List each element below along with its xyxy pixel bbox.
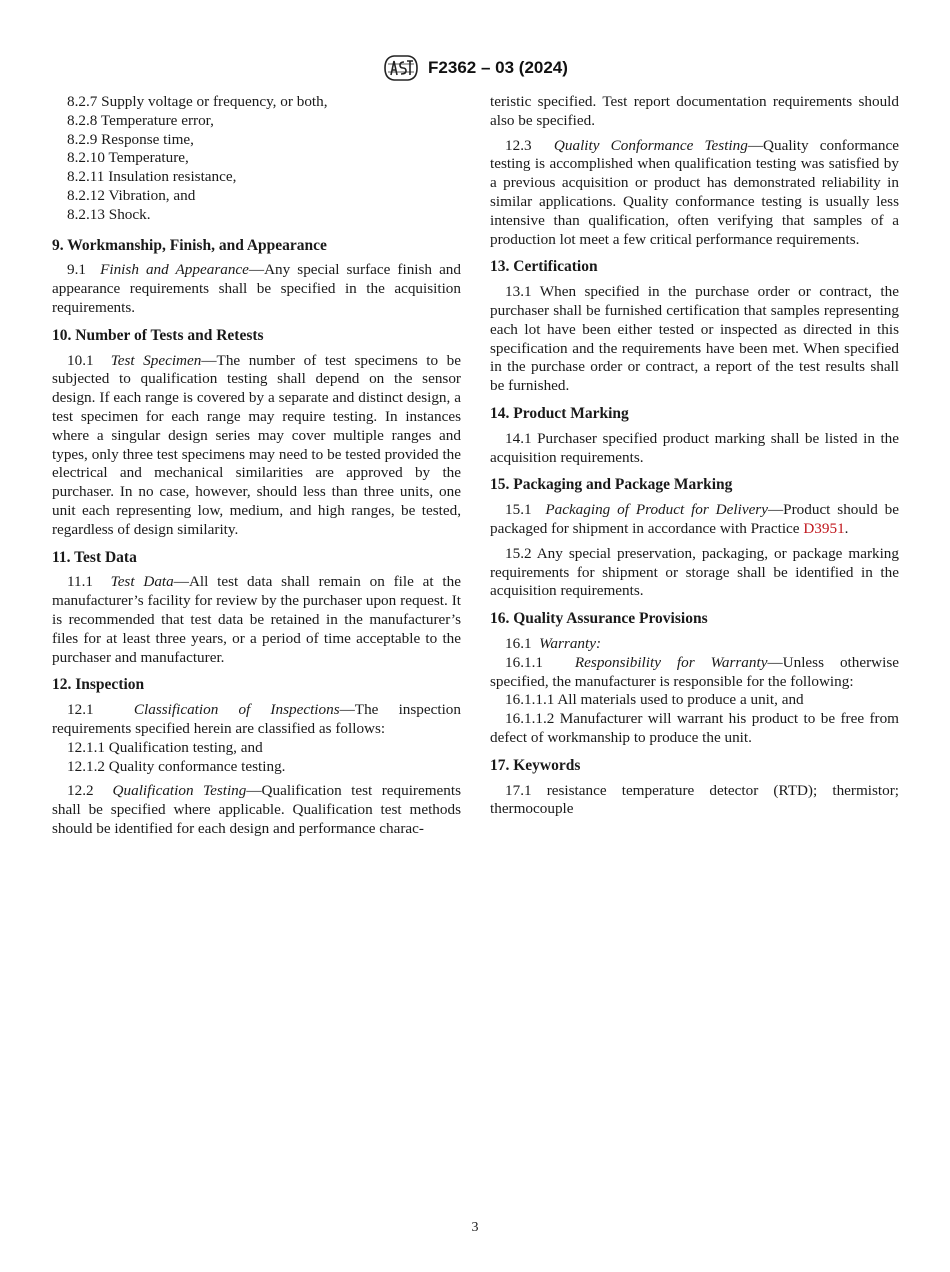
list-item: 8.2.7 Supply voltage or frequency, or both, bbox=[67, 93, 328, 110]
section-heading: 11. Test Data bbox=[52, 548, 137, 566]
list-item: 12.1.1 Qualification testing, and bbox=[67, 738, 263, 756]
paragraph-10-1: 10.1 Test Specimen—The number of test specimens to be subjected to qualification testing shall depend on the sensor design. If each range is covered by a separate and distinct design, a test specimen for each range may require testing. In instances where a singular design series may cover multiple ranges and types, only three test specimens may need to be tested provided the electrical and mechanical similarities are approved by the purchaser. In no case, however, should less than three units, one unit each representing low, medium, and high ranges, be tested, regardless of design similarity. bbox=[52, 351, 461, 538]
document-id: F2362 – 03 (2024) bbox=[428, 58, 568, 77]
paragraph-12-2: 12.2 Qualification Testing—Qualification test requirements shall be specified where applicable. Qualification test methods should be identified for each design and performance charac- bbox=[52, 782, 462, 837]
page-header bbox=[0, 52, 950, 84]
right-column bbox=[490, 93, 899, 819]
paragraph-16-1-1-1: 16.1.1.1 All materials used to produce a unit, and bbox=[505, 691, 804, 709]
section-heading: 16. Quality Assurance Provisions bbox=[490, 610, 708, 628]
paragraph-continuation: teristic specified. Test report documentation requirements should also be specified. bbox=[490, 93, 899, 129]
list-item: 8.2.11 Insulation resistance, bbox=[67, 168, 237, 186]
reference-link-d3951[interactable]: D3951 bbox=[803, 519, 845, 537]
list-item: 8.2.9 Response time, bbox=[67, 130, 194, 148]
paragraph-15-2: 15.2 Any special preservation, packaging, or package marking requirements for shipment or storage shall be identified in the acquisition requirements. bbox=[490, 544, 899, 600]
list-item: 8.2.12 Vibration, and bbox=[67, 186, 196, 204]
list-item: 8.2.10 Temperature, bbox=[67, 149, 189, 167]
page-number: 3 bbox=[471, 1220, 479, 1235]
section-heading: 12. Inspection bbox=[52, 676, 145, 694]
section-heading: 17. Keywords bbox=[490, 756, 581, 774]
paragraph-15-1: 15.1 Packaging of Product for Delivery—Product should be packaged for shipment in accordance with Practice D3951. bbox=[490, 501, 899, 537]
section-heading: 14. Product Marking bbox=[490, 404, 629, 422]
section-heading: 15. Packaging and Package Marking bbox=[490, 476, 733, 494]
paragraph-14-1: 14.1 Purchaser specified product marking shall be listed in the acquisition requirements. bbox=[490, 429, 899, 466]
paragraph-16-1-1: 16.1.1 Responsibility for Warranty—Unless otherwise specified, the manufacturer is responsible for the following: bbox=[490, 653, 899, 690]
list-item: 8.2.13 Shock. bbox=[67, 205, 151, 223]
paragraph-13-1: 13.1 When specified in the purchase order or contract, the purchaser shall be furnished certification that samples representing each lot have been either tested or inspected as directed in this specification and the requirements have been met. When specified in the purchase order or contract, a report of the test results shall be furnished. bbox=[490, 283, 899, 395]
paragraph-12-1: 12.1 Classification of Inspections—The inspection requirements specified herein are classified as follows: bbox=[52, 701, 461, 737]
paragraph-9-1: 9.1 Finish and Appearance—Any special surface finish and appearance requirements shall be specified in the acquisition requirements. bbox=[52, 261, 461, 316]
list-item: 8.2.8 Temperature error, bbox=[67, 111, 214, 129]
list-item: 12.1.2 Quality conformance testing. bbox=[67, 757, 286, 775]
section-heading: 13. Certification bbox=[490, 258, 598, 276]
paragraph-16-1-1-2: 16.1.1.2 Manufacturer will warrant his product to be free from defect of workmanship to produce the unit. bbox=[490, 710, 899, 746]
paragraph-17-1: 17.1 resistance temperature detector (RTD); thermistor; thermocouple bbox=[490, 781, 899, 818]
paragraph-12-3: 12.3 Quality Conformance Testing—Quality conformance testing is accomplished when qualification testing was satisfied by a previous acquisition or product has demonstrated reliability in similar applications. Quality conformance testing is usually less intensive than qualification, often verifying that samples of a production lot meet a few critical performance requirements. bbox=[490, 136, 900, 248]
paragraph-16-1: 16.1 Warranty: bbox=[505, 634, 602, 652]
paragraph-11-1: 11.1 Test Data—All test data shall remain on file at the manufacturer’s facility for review by the purchaser upon request. It is recommended that test data be retained in the manufacturer’s files for at least three years, or a period of time acceptable to the purchaser and manufacturer. bbox=[52, 573, 461, 666]
section-heading: 10. Number of Tests and Retests bbox=[52, 326, 264, 344]
section-heading: 9. Workmanship, Finish, and Appearance bbox=[52, 236, 327, 254]
astm-logo-icon bbox=[382, 53, 420, 83]
left-column bbox=[52, 93, 461, 839]
